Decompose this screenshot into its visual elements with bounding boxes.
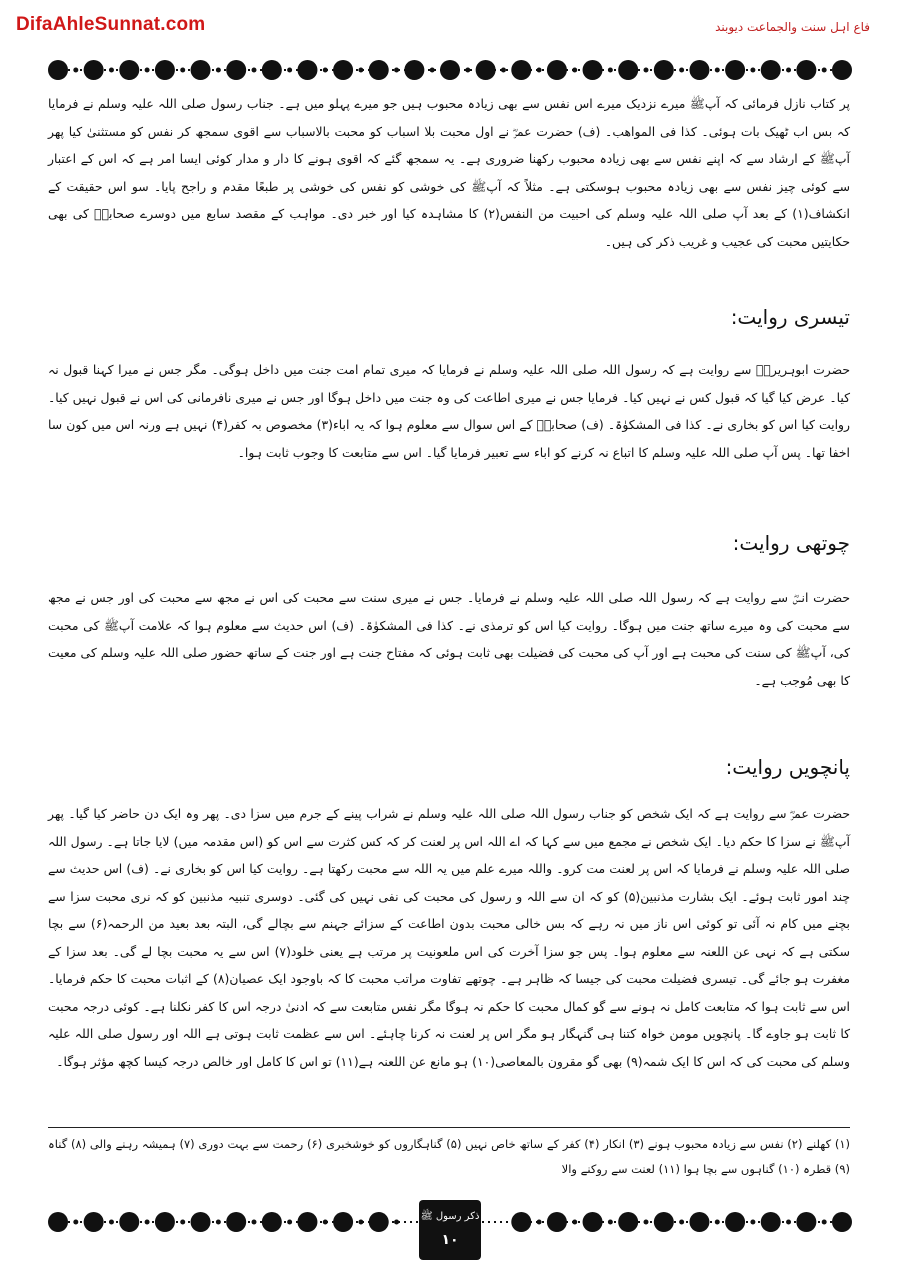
chain-dot [644, 68, 649, 73]
chain-bead [119, 1212, 139, 1232]
chain-bead [155, 1212, 175, 1232]
chain-bead [618, 60, 638, 80]
chain-bead [155, 60, 175, 80]
chain-bead [583, 60, 603, 80]
chain-bead [369, 1212, 389, 1232]
chain-dot [537, 1220, 542, 1225]
chain-dot [394, 1220, 399, 1225]
badge-label: ذکر رسول ﷺ [420, 1211, 480, 1222]
chain-bead [369, 60, 389, 80]
chain-bead [511, 1212, 531, 1232]
chain-bead [262, 1212, 282, 1232]
chain-dot [430, 68, 435, 73]
section-body-fourth: حضرت انسؓ سے روایت ہے کہ رسول اللہ صلی اللہ علیہ وسلم نے فرمایا۔ جس نے میری سنت سے محبت کی اس نے مجھ سے محبت کی اور جس نے مجھ سے محبت کی وہ میرے ساتھ جنت میں ہوگا۔ روایت کیا اس کو ترمذی نے۔ کذا فی المشکوٰۃ۔ (ف) اس حدیث سے معلوم ہوا کہ علامت آپﷺ کی محبت کی، آپﷺ کی سنت کی محبت ہے اور آپ کی محبت کی فضیلت بھی ثابت ہوئی کہ مفتاح جنت ہے اور جنت کے ساتھ حضور صلی اللہ علیہ وسلم کی معیت کا بھی مُوجب ہے۔ [48, 590, 850, 688]
section-heading-third: تیسری روایت: [730, 305, 850, 329]
chain-bead [226, 1212, 246, 1232]
chain-bead [725, 60, 745, 80]
chain-dot [465, 68, 470, 73]
chain-dot [216, 68, 221, 73]
chain-bead [226, 60, 246, 80]
chain-bead [297, 60, 317, 80]
chain-dot [679, 68, 684, 73]
chain-bead [297, 1212, 317, 1232]
chain-dot [750, 68, 755, 73]
chain-bead [119, 60, 139, 80]
chain-bead [689, 60, 709, 80]
chain-bead [547, 1212, 567, 1232]
chain-border-svg [48, 56, 852, 84]
chain-bead [511, 60, 531, 80]
chain-dot [252, 68, 257, 73]
chain-bead [832, 1212, 852, 1232]
chain-dot [786, 1220, 791, 1225]
chain-dot [679, 1220, 684, 1225]
chain-dot [394, 68, 399, 73]
chain-dot [73, 1220, 78, 1225]
chain-bead [796, 1212, 816, 1232]
chain-bead [761, 60, 781, 80]
chain-bead [476, 60, 496, 80]
chain-bead [48, 1212, 68, 1232]
chain-bead [84, 60, 104, 80]
chain-dot [323, 1220, 328, 1225]
page-badge [419, 1200, 481, 1260]
chain-bead [654, 1212, 674, 1232]
chain-dot [644, 1220, 649, 1225]
section-heading-fifth: پانچویں روایت: [725, 755, 850, 779]
chain-bead [333, 60, 353, 80]
chain-dot [109, 68, 114, 73]
chain-dot [323, 68, 328, 73]
chain-dot [786, 68, 791, 73]
chain-dot [572, 1220, 577, 1225]
chain-dot [358, 68, 363, 73]
chain-dot [145, 68, 150, 73]
chain-dot [287, 68, 292, 73]
header-title: فاع اہل سنت والجماعت دیوبند [715, 20, 870, 34]
chain-bead [440, 60, 460, 80]
chain-dot [180, 68, 185, 73]
chain-bead [832, 60, 852, 80]
chain-dot [73, 68, 78, 73]
chain-dot [109, 1220, 114, 1225]
chain-dot [358, 1220, 363, 1225]
chain-dot [572, 68, 577, 73]
chain-bead [333, 1212, 353, 1232]
chain-bead [262, 60, 282, 80]
intro-paragraph: پر کتاب نازل فرمائی کہ آپﷺ میرے نزدیک میرے اس نفس سے بھی زیادہ محبوب ہیں جو میرے پہلو میں ہے۔ جناب رسول صلی اللہ علیہ وسلم نے فرمایا کہ بس اب ٹھیک بات ہوئی۔ کذا فی المواھب۔ (ف) حضرت عمرؓ نے اول محبت بلا اسباب کو محبت بالاسباب سے اقوی سمجھ کر نفس کو مستثنیٰ کیا پھر آپﷺ کے ارشاد سے کہ اپنے نفس سے بھی زیادہ محبوب رکھنا ضروری ہے۔ یہ سمجھ گئے کہ اقوی ہونے کا دار و مدار کوئی ایسا امر ہے کہ اس کے اعتبار سے کوئی چیز نفس سے بھی زیادہ محبوب ہوسکتی ہے۔ مثلاً کہ آپﷺ کی خوشی کو نفس کی خوشی پر طبعًا مقدم و راجح پایا۔ سو اس حقیقت کے انکشاف(۱) کے بعد آپ صلی اللہ علیہ وسلم کی احبیت من النفس(۲) کا مشاہدہ کیا اور خبر دی۔ مواہب کے مقصد سابع میں دوسرے صحابہؓ کی بھی حکایتیں محبت کی عجیب و غریب ذکر کی ہیں۔ [48, 96, 850, 249]
chain-bead [547, 60, 567, 80]
footnote-divider [48, 1127, 850, 1128]
chain-dot [715, 68, 720, 73]
chain-dot [822, 68, 827, 73]
chain-dot [252, 1220, 257, 1225]
chain-dot [537, 68, 542, 73]
chain-bead [654, 60, 674, 80]
chain-bead [761, 1212, 781, 1232]
chain-dot [287, 1220, 292, 1225]
section-body-fifth: حضرت عمرؓ سے روایت ہے کہ ایک شخص کو جناب رسول اللہ صلی اللہ علیہ وسلم نے شراب پینے کے جرم میں سزا دی۔ پھر وہ ایک دن حاضر کیا گیا۔ پھر آپﷺ نے سزا کا حکم دیا۔ ایک شخص نے مجمع میں سے کہا کہ اے اللہ اس پر لعنت کر کہ کس کثرت سے اس کو (اس مقدمہ میں) لایا جاتا ہے۔ رسول اللہ صلی اللہ علیہ وسلم نے فرمایا کہ اس پر لعنت مت کرو۔ واللہ میرے علم میں یہ اللہ سے محبت رکھتا ہے۔ روایت کیا اس کو بخاری نے۔ (ف) اس حدیث سے چند امور ثابت ہوئے۔ ایک بشارت مذنبین(۵) کو کہ ان سے اللہ و رسول کی محبت کی نفی نہیں کی گئی۔ دوسری تنبیہ مذنبین کو کہ نری محبت سزا سے بچنے میں کام نہ آئی تو کوئی اس ناز میں نہ رہے کہ بس خالی محبت بدون اطاعت کے سزائے جہنم سے بچالے گی، البتہ بعد بعید من الرحمہ(۶) سے بچا سکتی ہے کہ نہی عن اللعنہ سے معلوم ہوا۔ پس جو سزا آخرت کی اس ملعونیت پر مرتب ہے یعنی خلود(۷) اس سے یہ محبت بچا لے گی۔ بعد سزا کے مغفرت ہو جائے گی۔ تیسری فضیلت محبت کی جیسا کہ ظاہر ہے۔ چوتھے تفاوت مراتب محبت کا کہ باوجود ایک عصیان(۸) کے اثبات محبت کا حکم فرمایا۔ اس سے ثابت ہوا کہ متابعت کامل نہ ہونے سے گو کمال محبت کا حکم نہ ہوگا مگر نفس متابعت سے کہ ادنیٰ درجہ اس کا کفر نکلنا ہے۔ کوئی درجہ محبت کا ثابت ہو جاوے گا۔ پانچویں مومن خواہ کتنا ہی گنہگار ہو مگر اس پر لعنت نہ کرنا چاہئے۔ اس سے عظمت ثابت ہوتی ہے اللہ اور رسول صلی اللہ علیہ وسلم کی محبت کی کہ اس کا ایک شمہ(۹) بھی گو مقرون بالمعاصی(۱۰) ہو مانع عن اللعنہ ہے(۱۱) تو اس کا کامل اور خالص درجہ کیسا کچھ مؤثر ہوگا۔ [48, 806, 851, 1069]
chain-dot [822, 1220, 827, 1225]
chain-bead [689, 1212, 709, 1232]
footnotes: (۱) کھلنے (۲) نفس سے زیادہ محبوب ہونے (۳) انکار (۴) کفر کے ساتھ خاص نہیں (۵) گناہگاروں کو خوشخبری (۶) رحمت سے بہت دوری (۷) ہمیشہ رہنے والی (۸) گناہ (۹) قطرہ (۱۰) گناہوں سے بچا ہوا (۱۱) لعنت سے روکنے والا [48, 1137, 851, 1176]
chain-dot [180, 1220, 185, 1225]
page-content [48, 90, 850, 1075]
chain-bead [191, 60, 211, 80]
chain-dot [608, 1220, 613, 1225]
site-url[interactable]: DifaAhleSunnat.com [16, 14, 206, 35]
section-body-third: حضرت ابوہریرہؓ سے روایت ہے کہ رسول اللہ صلی اللہ علیہ وسلم نے فرمایا کہ میری تمام امت جنت میں داخل ہوگی۔ مگر جس نے میرا کہنا قبول نہ کیا۔ عرض کیا گیا کہ قبول کس نے نہیں کیا۔ فرمایا جس نے میری اطاعت کی وہ جنت میں داخل ہوگا اور جس نے میری نافرمانی کی اس نے قبول نہیں کیا۔ روایت کیا اس کو بخاری نے۔ کذا فی المشکوٰۃ۔ (ف) صحابہؓ کے اس سوال سے معلوم ہوا کہ یہ اباء(۳) مخصوص بہ کفر(۴) نہیں ہے ورنہ اس میں کون سا اخفا تھا۔ پس آپ صلی اللہ علیہ وسلم کا اتباع نہ کرنے کو اباء سے تعبیر فرمایا گیا۔ اس سے متابعت کا وجوب ثابت ہوا۔ [48, 362, 850, 460]
top-chain-border [48, 56, 852, 84]
chain-bead [191, 1212, 211, 1232]
chain-dot [216, 1220, 221, 1225]
chain-bead [404, 60, 424, 80]
chain-bead [84, 1212, 104, 1232]
chain-bead [583, 1212, 603, 1232]
page-number: ۱۰ [441, 1232, 459, 1248]
chain-dot [715, 1220, 720, 1225]
chain-bead [618, 1212, 638, 1232]
chain-dot [501, 68, 506, 73]
chain-bead [48, 60, 68, 80]
chain-bead [725, 1212, 745, 1232]
chain-dot [145, 1220, 150, 1225]
chain-dot [608, 68, 613, 73]
section-heading-fourth: چوتھی روایت: [732, 531, 850, 555]
chain-dot [750, 1220, 755, 1225]
chain-bead [796, 60, 816, 80]
